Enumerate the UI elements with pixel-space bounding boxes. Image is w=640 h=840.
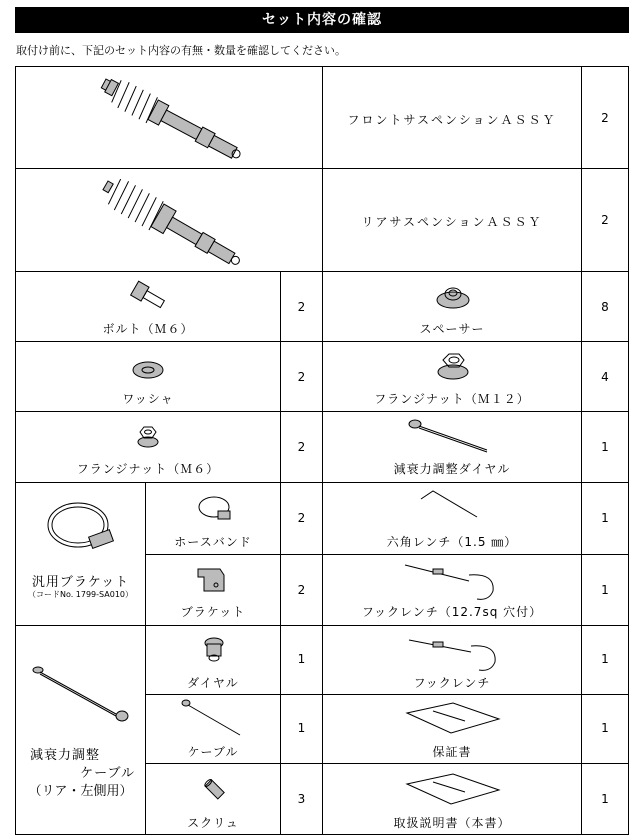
- damper-cable-line2: ケーブル: [80, 766, 135, 781]
- rear-assy-image-cell: [15, 168, 323, 272]
- screw-qty: 3: [297, 792, 306, 806]
- hex-wrench-icon: [419, 489, 489, 523]
- manual-name: 取扱説明書（本書）: [393, 816, 511, 830]
- damper-dial-qty-cell: [581, 411, 629, 483]
- flange-nut-m12-cell: [322, 341, 582, 412]
- washer-icon: [128, 356, 168, 386]
- front-assy-name-cell: [322, 66, 582, 169]
- hose-band-large-icon: [38, 497, 128, 557]
- hook-wrench-hole-name: フックレンチ（12.7sq 穴付）: [361, 605, 543, 619]
- general-bracket-cell: [15, 482, 146, 626]
- hook-wrench-hole-icon: [399, 559, 509, 603]
- cable-name: ケーブル: [187, 745, 239, 759]
- section-title: セット内容の確認: [15, 7, 629, 33]
- spacer-name: スペーサー: [419, 322, 485, 336]
- hose-band-qty: 2: [297, 511, 306, 525]
- dial-qty: 1: [297, 652, 306, 666]
- screw-qty-cell: [280, 763, 323, 835]
- hook-wrench-hole-qty: 1: [601, 583, 609, 597]
- screw-icon: [200, 774, 230, 804]
- front-assy-image-cell: [15, 66, 323, 169]
- hook-wrench-qty: 1: [601, 652, 609, 666]
- washer-cell: [15, 341, 281, 412]
- bracket-cell: [145, 554, 281, 626]
- rear-assy-qty: 2: [601, 213, 609, 227]
- flange-nut-m6-qty: 2: [297, 440, 306, 454]
- bolt-qty: 2: [297, 300, 306, 314]
- washer-qty: 2: [297, 370, 306, 384]
- hex-wrench-cell: [322, 482, 582, 555]
- warranty-qty-cell: [581, 694, 629, 764]
- front-assy-qty: 2: [601, 111, 609, 125]
- washer-qty-cell: [280, 341, 323, 412]
- front-suspension-icon: [16, 67, 324, 170]
- damper-dial-qty: 1: [601, 440, 609, 454]
- flange-nut-icon: [433, 350, 473, 384]
- hook-wrench-qty-cell: [581, 625, 629, 695]
- bolt-name: ボルト（Ｍ６）: [102, 322, 194, 336]
- damper-cable-line3: （リア・左側用）: [28, 784, 133, 799]
- dial-cell: [145, 625, 281, 695]
- manual-cell: [322, 763, 582, 835]
- hex-wrench-qty-cell: [581, 482, 629, 555]
- hook-wrench-cell: [322, 625, 582, 695]
- bolt-icon: [128, 282, 168, 312]
- warranty-name: 保証書: [432, 745, 472, 759]
- rear-assy-name-cell: [322, 168, 582, 272]
- washer-name: ワッシャ: [122, 392, 174, 406]
- flange-nut-m6-cell: [15, 411, 281, 483]
- warranty-qty: 1: [601, 721, 609, 735]
- flange-nut-m12-name: フランジナット（Ｍ１２）: [374, 392, 530, 406]
- screw-cell: [145, 763, 281, 835]
- hose-band-cell: [145, 482, 281, 555]
- damper-dial-name: 減衰力調整ダイヤル: [393, 462, 511, 476]
- intro-text: 取付け前に、下記のセット内容の有無・数量を確認してください。: [16, 44, 346, 57]
- manual-document-icon: [403, 772, 503, 808]
- cable-cell: [145, 694, 281, 764]
- manual-qty: 1: [601, 792, 609, 806]
- dial-qty-cell: [280, 625, 323, 695]
- damper-cable-set-cell: [15, 625, 146, 835]
- bracket-icon: [194, 563, 234, 597]
- cable-icon: [180, 697, 250, 741]
- cable-qty: 1: [297, 721, 306, 735]
- rear-assy-qty-cell: [581, 168, 629, 272]
- hose-band-qty-cell: [280, 482, 323, 555]
- hook-wrench-icon: [403, 630, 513, 674]
- spacer-qty-cell: [581, 271, 629, 342]
- bolt-cell: [15, 271, 281, 342]
- cable-qty-cell: [280, 694, 323, 764]
- spacer-icon: [433, 282, 473, 312]
- damper-cable-line1: 減衰力調整: [30, 748, 101, 763]
- hex-wrench-qty: 1: [601, 511, 609, 525]
- manual-qty-cell: [581, 763, 629, 835]
- warranty-cell: [322, 694, 582, 764]
- dial-name: ダイヤル: [187, 676, 239, 690]
- rear-suspension-icon: [16, 169, 324, 273]
- spacer-cell: [322, 271, 582, 342]
- front-assy-name: フロントサスペンションＡＳＳＹ: [347, 113, 557, 127]
- front-assy-qty-cell: [581, 66, 629, 169]
- screw-name: スクリュ: [187, 816, 239, 830]
- hose-band-icon: [194, 491, 234, 525]
- damper-dial-cell: [322, 411, 582, 483]
- dial-knob-icon: [199, 634, 229, 668]
- hook-wrench-hole-cell: [322, 554, 582, 626]
- document-icon: [403, 701, 503, 737]
- flange-nut-m6-name: フランジナット（Ｍ６）: [76, 462, 220, 476]
- bracket-name: ブラケット: [180, 605, 246, 619]
- flange-nut-m6-qty-cell: [280, 411, 323, 483]
- hook-wrench-name: フックレンチ: [413, 676, 491, 690]
- hex-wrench-name: 六角レンチ（1.5 ㎜）: [386, 535, 518, 549]
- general-bracket-name: 汎用ブラケット: [31, 575, 130, 590]
- bracket-qty-cell: [280, 554, 323, 626]
- flange-nut-m12-qty: 4: [601, 370, 609, 384]
- bracket-qty: 2: [297, 583, 306, 597]
- bolt-qty-cell: [280, 271, 323, 342]
- hose-band-name: ホースバンド: [174, 535, 252, 549]
- damper-dial-icon: [407, 416, 497, 456]
- spacer-qty: 8: [601, 300, 609, 314]
- flange-nut-small-icon: [133, 422, 163, 452]
- damper-cable-icon: [30, 662, 140, 732]
- rear-assy-name: リアサスペンションＡＳＳＹ: [361, 215, 543, 229]
- flange-nut-m12-qty-cell: [581, 341, 629, 412]
- hook-wrench-hole-qty-cell: [581, 554, 629, 626]
- general-bracket-code: （コードNo. 1799-SA010）: [27, 590, 134, 599]
